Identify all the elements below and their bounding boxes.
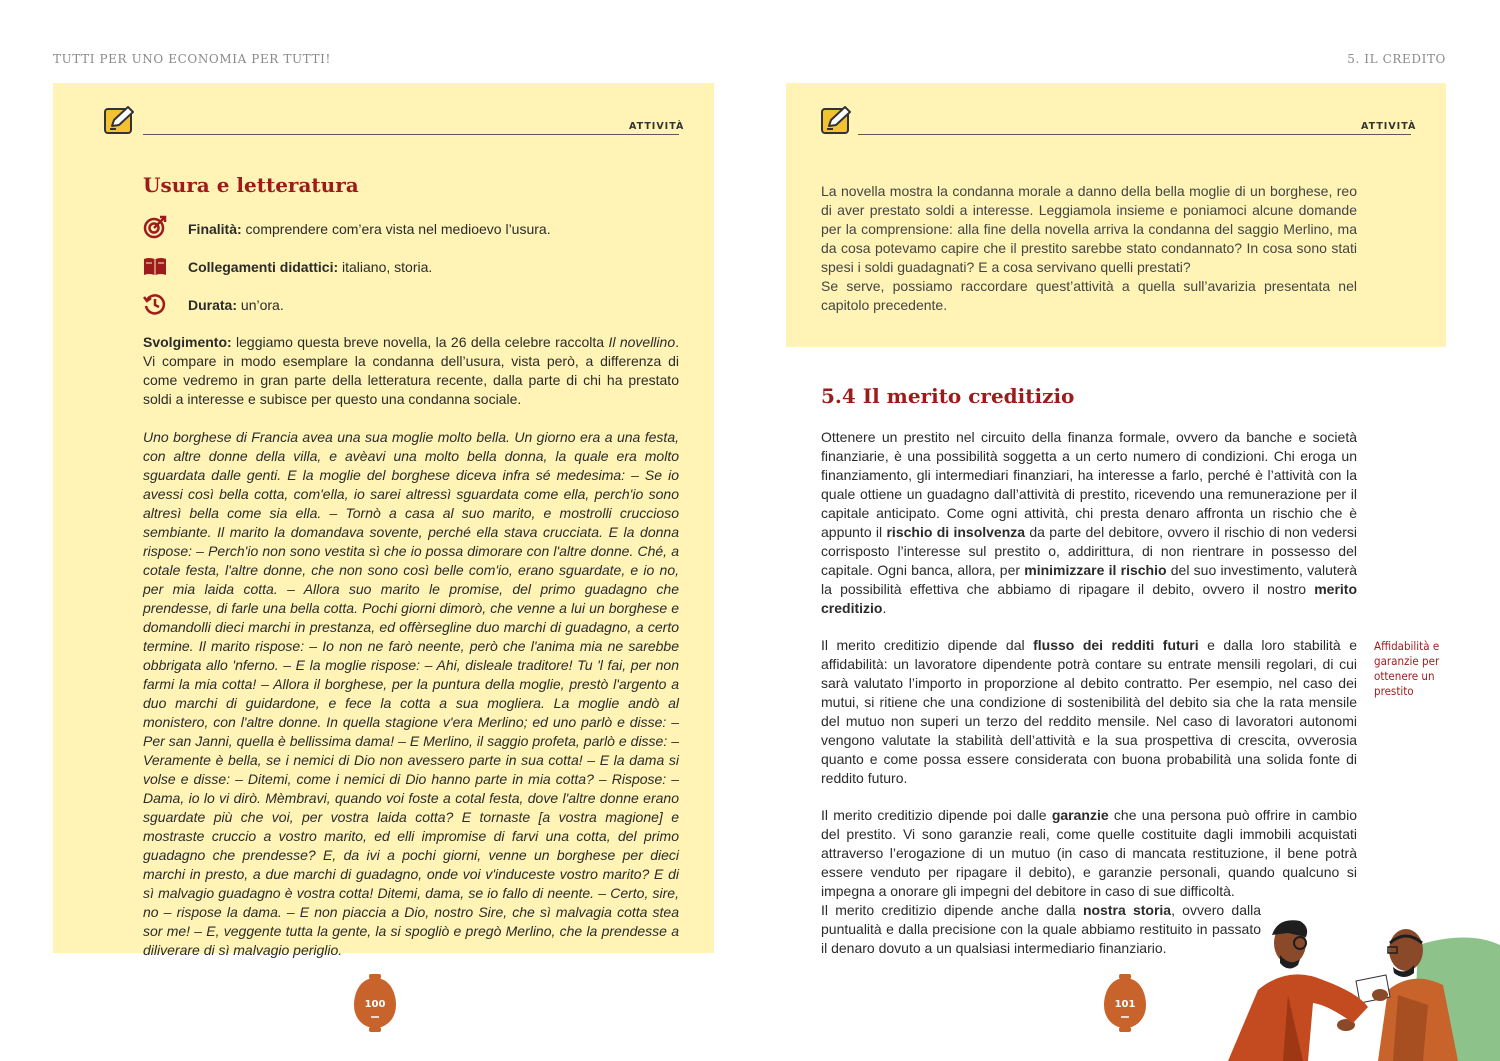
activity-rule-right xyxy=(858,134,1411,135)
meta-durata: Durata: un’ora. xyxy=(188,297,284,313)
meta-collegamenti: Collegamenti didattici: italiano, storia. xyxy=(188,259,433,275)
book-icon xyxy=(143,254,167,278)
activity-label-left: ATTIVITÀ xyxy=(629,121,685,132)
edit-icon xyxy=(821,105,853,135)
clock-icon xyxy=(143,292,167,316)
margin-note: Affidabilità e garanzie per ottenere un prestito xyxy=(1374,639,1440,698)
meta-finalita: Finalità: comprendere com’era vista nel medioevo l’usura. xyxy=(188,221,551,237)
running-head-left: TUTTI PER UNO ECONOMIA PER TUTTI! xyxy=(53,52,331,66)
page-number-right: 101 xyxy=(1114,999,1136,1010)
running-head-right: 5. IL CREDITO xyxy=(1347,52,1446,66)
paragraph-4: Il merito creditizio dipende anche dalla nostra storia, ovvero dalla puntualità e dalla precisione con la quale abbiamo restituito in passato il denaro dovuto a un qualsiasi intermediario finanziario. xyxy=(821,902,1261,956)
activity-rule-left xyxy=(143,134,679,135)
activity-text: La novella mostra la condanna morale a danno della bella moglie di un borghese, reo di aver prestato soldi a interesse. Leggiamola insieme e poniamoci alcune domande per la comprensione: alla fine della novella arriva la condanna del saggio Merlino, ma da cosa potevamo capire che il prestito sarebbe stato condannato? In cosa sono stati spesi i soldi guadagnati? E a cosa servivano quelli prestati? Se serve, possiamo raccordare quest’attività a quella sull’avarizia presentata nel capitolo precedente. xyxy=(821,183,1357,313)
svolgimento-paragraph: Svolgimento: leggiamo questa breve novella, la 26 della celebre raccolta Il novellino. Vi compare in modo esemplare la condanna dell’usura, vista però, a differenza di come vedremo in gran parte della letteratura recente, dalla parte di chi ha prestato soldi a interesse e subisce per questo una condanna sociale. xyxy=(143,334,679,407)
two-people-illustration xyxy=(1228,915,1500,1061)
paragraph-2: Il merito creditizio dipende dal flusso dei redditi futuri e dalla loro stabilità e affidabilità: un lavoratore dipendente potrà contare su entrate mensili regolari, di cui sarà valutato l’importo in proporzione al debito contratto. Per esempio, nel caso dei mutui, si ritiene che una condizione di sostenibilità del debito sia che la rata mensile del mutuo non superi un terzo del reddito mensile. Nel caso di lavoratori autonomi vengono valutate la stabilità dell’attività e la sua prospettiva di crescita, ovverosia quanto e come possa essere considerata con buona probabilità una solida fonte di reddito futuro. xyxy=(821,637,1357,786)
target-icon xyxy=(143,215,167,239)
edit-icon xyxy=(104,105,136,135)
paragraph-3: Il merito creditizio dipende poi dalle garanzie che una persona può offrire in cambio del prestito. Vi sono garanzie reali, come quelle costituite dagli immobili acquistati attraverso l’erogazione di un mutuo (in caso di mancata restituzione, il bene potrà essere venduto per ripagare il debito), e garanzie personali, quando qualcuno si impegna a onorare gli impegni del debitore in caso di sue difficoltà. xyxy=(821,807,1357,899)
novella-text: Uno borghese di Francia avea una sua moglie molto bella. Un giorno era a una festa, con altre donne della villa, e avèavi una molto bella donna, la quale era molto sguardata dalle genti. E la moglie del borghese diceva infra sé medesima: – Se io avessi così bella cotta, com'ella, io sarei altressì sguardata come ella, perch'io sono altresì bella come sia ella. – Tornò a casa al suo marito, e mostrolli cruccioso sembiante. Il marito la domandava sovente, perché ella stava crucciata. E la donna rispose: – Perch'io non sono vestita sì che io possa dimorare con l'altre donne. Ché, a cotale festa, l'altre donne, che non sono così belle com'io, erano sguardate, e io no, per mia laida cotta. – Allora suo marito le promise, del primo guadagno che prendesse, di farle una bella cotta. Pochi giorni dimorò, che venne a lui un borghese e domandolli dieci marchi in prestanza, ed offèrsegline duo marchi di guadagno, a certo termine. Il marito rispose: – Io non ne farò neente, però che l'anima mia ne sarebbe obbrigata allo 'nferno. – E la moglie rispose: – Ahi, disleale traditore! Tu 'l fai, per non farmi la mia cotta! – Allora il borghese, per la puntura della moglie, prestò l'argento a duo marchi di guidardone, e fece la cotta a sua mogliera. La moglie andò al monistero, con l'altre donne. In quella stagione v'era Merlino; ed uno parlò e disse: – Per san Janni, quella è bellissima dama! – E Merlino, il saggio profeta, parlò e disse: – Veramente è bella, se i nemici di Dio non avessero parte in sua cotta! – E la dama si volse e disse: – Ditemi, come i nemici di Dio hanno parte in mia cotta? – Rispose: – Dama, io lo vi dirò. Mèmbravi, quando voi foste a cotal festa, dove l'altre donne erano sguardate più che voi, per vostra laida cotta? E tornaste [a vostra magione] e mostraste cruccio a vostro marito, ed elli impromise di farvi una cotta, del primo guadagno che prendesse? E, da ivi a pochi giorni, venne un borghese per dieci marchi in presto, a due marchi di guadagno, onde voi v'induceste vostro marito? E di sì malvagio guadagno è vostra cotta! Ditemi, dama, se io fallo di neente. – Certo, sire, no – rispose la dama. – E non piaccia a Dio, nostro Sire, che sì malvagia cotta stea sor me! – E, veggente tutta la gente, la si spogliò e pregò Merlino, che la prendesse a diliverare di sì malvagio periglio. xyxy=(143,429,679,958)
paragraph-1: Ottenere un prestito nel circuito della finanza formale, ovvero da banche e società finanziarie, è una possibilità soggetta a un certo numero di condizioni. Chi eroga un finanziamento, gli intermediari finanziari, ha interesse a farlo, perché è l’attività con la quale ottiene un guadagno dall’attività di prestito, ricevendo una remunerazione per il capitale anticipato. Come ogni attività, chi presta denaro affronta un rischio che è appunto il rischio di insolvenza da parte del debitore, ovvero il rischio di non vedersi corrisposto l’interesse sul prestito o, addirittura, di non rientrare in possesso del capitale. Ogni banca, allora, per minimizzare il rischio del suo investimento, valuterà la possibilità effettiva che abbiamo di ripagare il debito, ovvero il nostro merito creditizio. xyxy=(821,429,1358,616)
page-number-left: 100 xyxy=(364,999,386,1010)
activity-label-right: ATTIVITÀ xyxy=(1361,121,1417,132)
activity-title: Usura e letteratura xyxy=(143,173,359,197)
section-title: 5.4 Il merito creditizio xyxy=(821,384,1075,408)
